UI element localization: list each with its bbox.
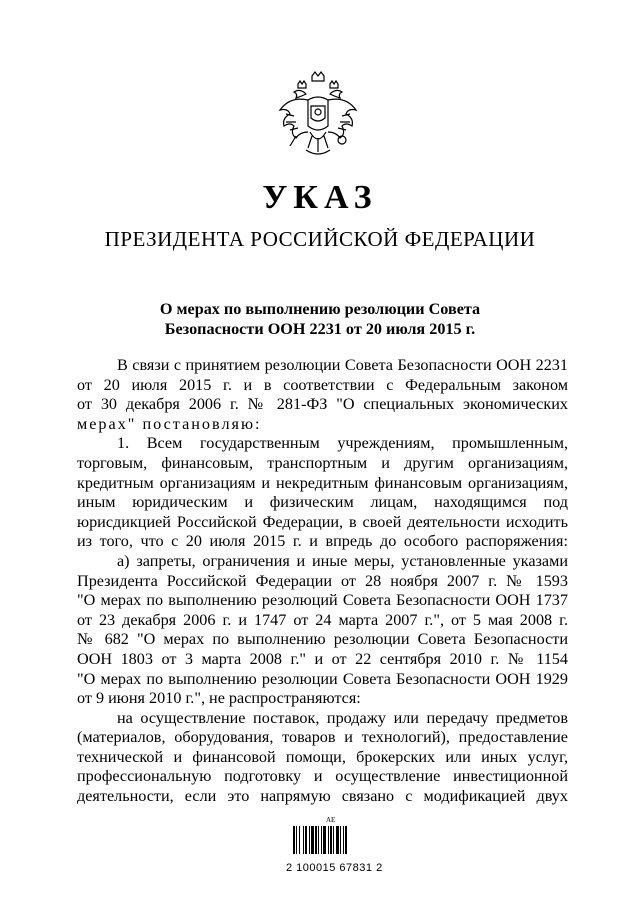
decree-body bbox=[77, 356, 568, 807]
document-subtitle: ПРЕЗИДЕНТА РОССИЙСКОЙ ФЕДЕРАЦИИ bbox=[104, 227, 536, 251]
body-line: кредитным организациям и некредитным финансовым организациям, bbox=[77, 473, 568, 492]
barcode-number: 2 100015 67831 2 bbox=[286, 862, 383, 874]
body-line: от 20 июля 2015 г. и в соответствии с Федеральным законом bbox=[77, 375, 568, 394]
body-line: профессиональную подготовку и осуществление инвестиционной bbox=[77, 767, 568, 786]
body-line: В связи с принятием резолюции Совета Безопасности ООН 2231 bbox=[117, 356, 568, 374]
document-title: УКАЗ bbox=[262, 179, 378, 216]
body-line: Президента Российской Федерации от 28 ноября 2007 г. № 1593 bbox=[77, 571, 568, 590]
body-line: технической и финансовой помощи, брокерских или иных услуг, bbox=[77, 747, 568, 766]
barcode-icon bbox=[292, 816, 370, 856]
body-line: юрисдикцией Российской Федерации, в своей деятельности исходить bbox=[77, 512, 568, 531]
subject-line-1: О мерах по выполнению резолюции Совета bbox=[159, 300, 481, 318]
body-line: на осуществление поставок, продажу или передачу предметов bbox=[117, 708, 568, 727]
body-line: (материалов, оборудования, товаров и технологий), предоставление bbox=[77, 728, 568, 747]
state-emblem-icon bbox=[276, 70, 360, 164]
body-line: а) запреты, ограничения и иные меры, установленные указами bbox=[117, 551, 568, 570]
body-line: от 9 июня 2010 г.", не распространяются: bbox=[77, 689, 361, 708]
body-line: от 23 декабря 2006 г. и 1747 от 24 марта 2007 г.", от 5 мая 2008 г. bbox=[77, 610, 568, 629]
subject-line-2: Безопасности ООН 2231 от 20 июля 2015 г. bbox=[164, 320, 476, 338]
body-line: иным юридическим и физическим лицам, находящимся под bbox=[77, 493, 568, 512]
body-line: из того, что с 20 июля 2015 г. и впредь до особого распоряжения: bbox=[77, 532, 568, 551]
barcode-mark: АЕ bbox=[326, 816, 336, 824]
body-line: "О мерах по выполнению резолюций Совета Безопасности ООН 1737 bbox=[77, 591, 568, 610]
body-line: "О мерах по выполнению резолюции Совета Безопасности ООН 1929 bbox=[77, 669, 568, 688]
body-line: ООН 1803 от 3 марта 2008 г." и от 22 сентября 2010 г. № 1154 bbox=[77, 649, 568, 668]
body-line: деятельности, если это напрямую связано с модификацией двух bbox=[77, 787, 568, 806]
body-line: 1. Всем государственным учреждениям, промышленным, bbox=[117, 434, 568, 453]
body-line: мерах" постановляю: bbox=[77, 414, 262, 433]
body-line: от 30 декабря 2006 г. № 281-ФЗ "О специальных экономических bbox=[77, 395, 568, 414]
body-line: торговым, финансовым, транспортным и другим организациям, bbox=[77, 453, 568, 472]
body-line: № 682 "О мерах по выполнению резолюции Совета Безопасности bbox=[77, 630, 568, 649]
decree-subject bbox=[0, 299, 640, 339]
